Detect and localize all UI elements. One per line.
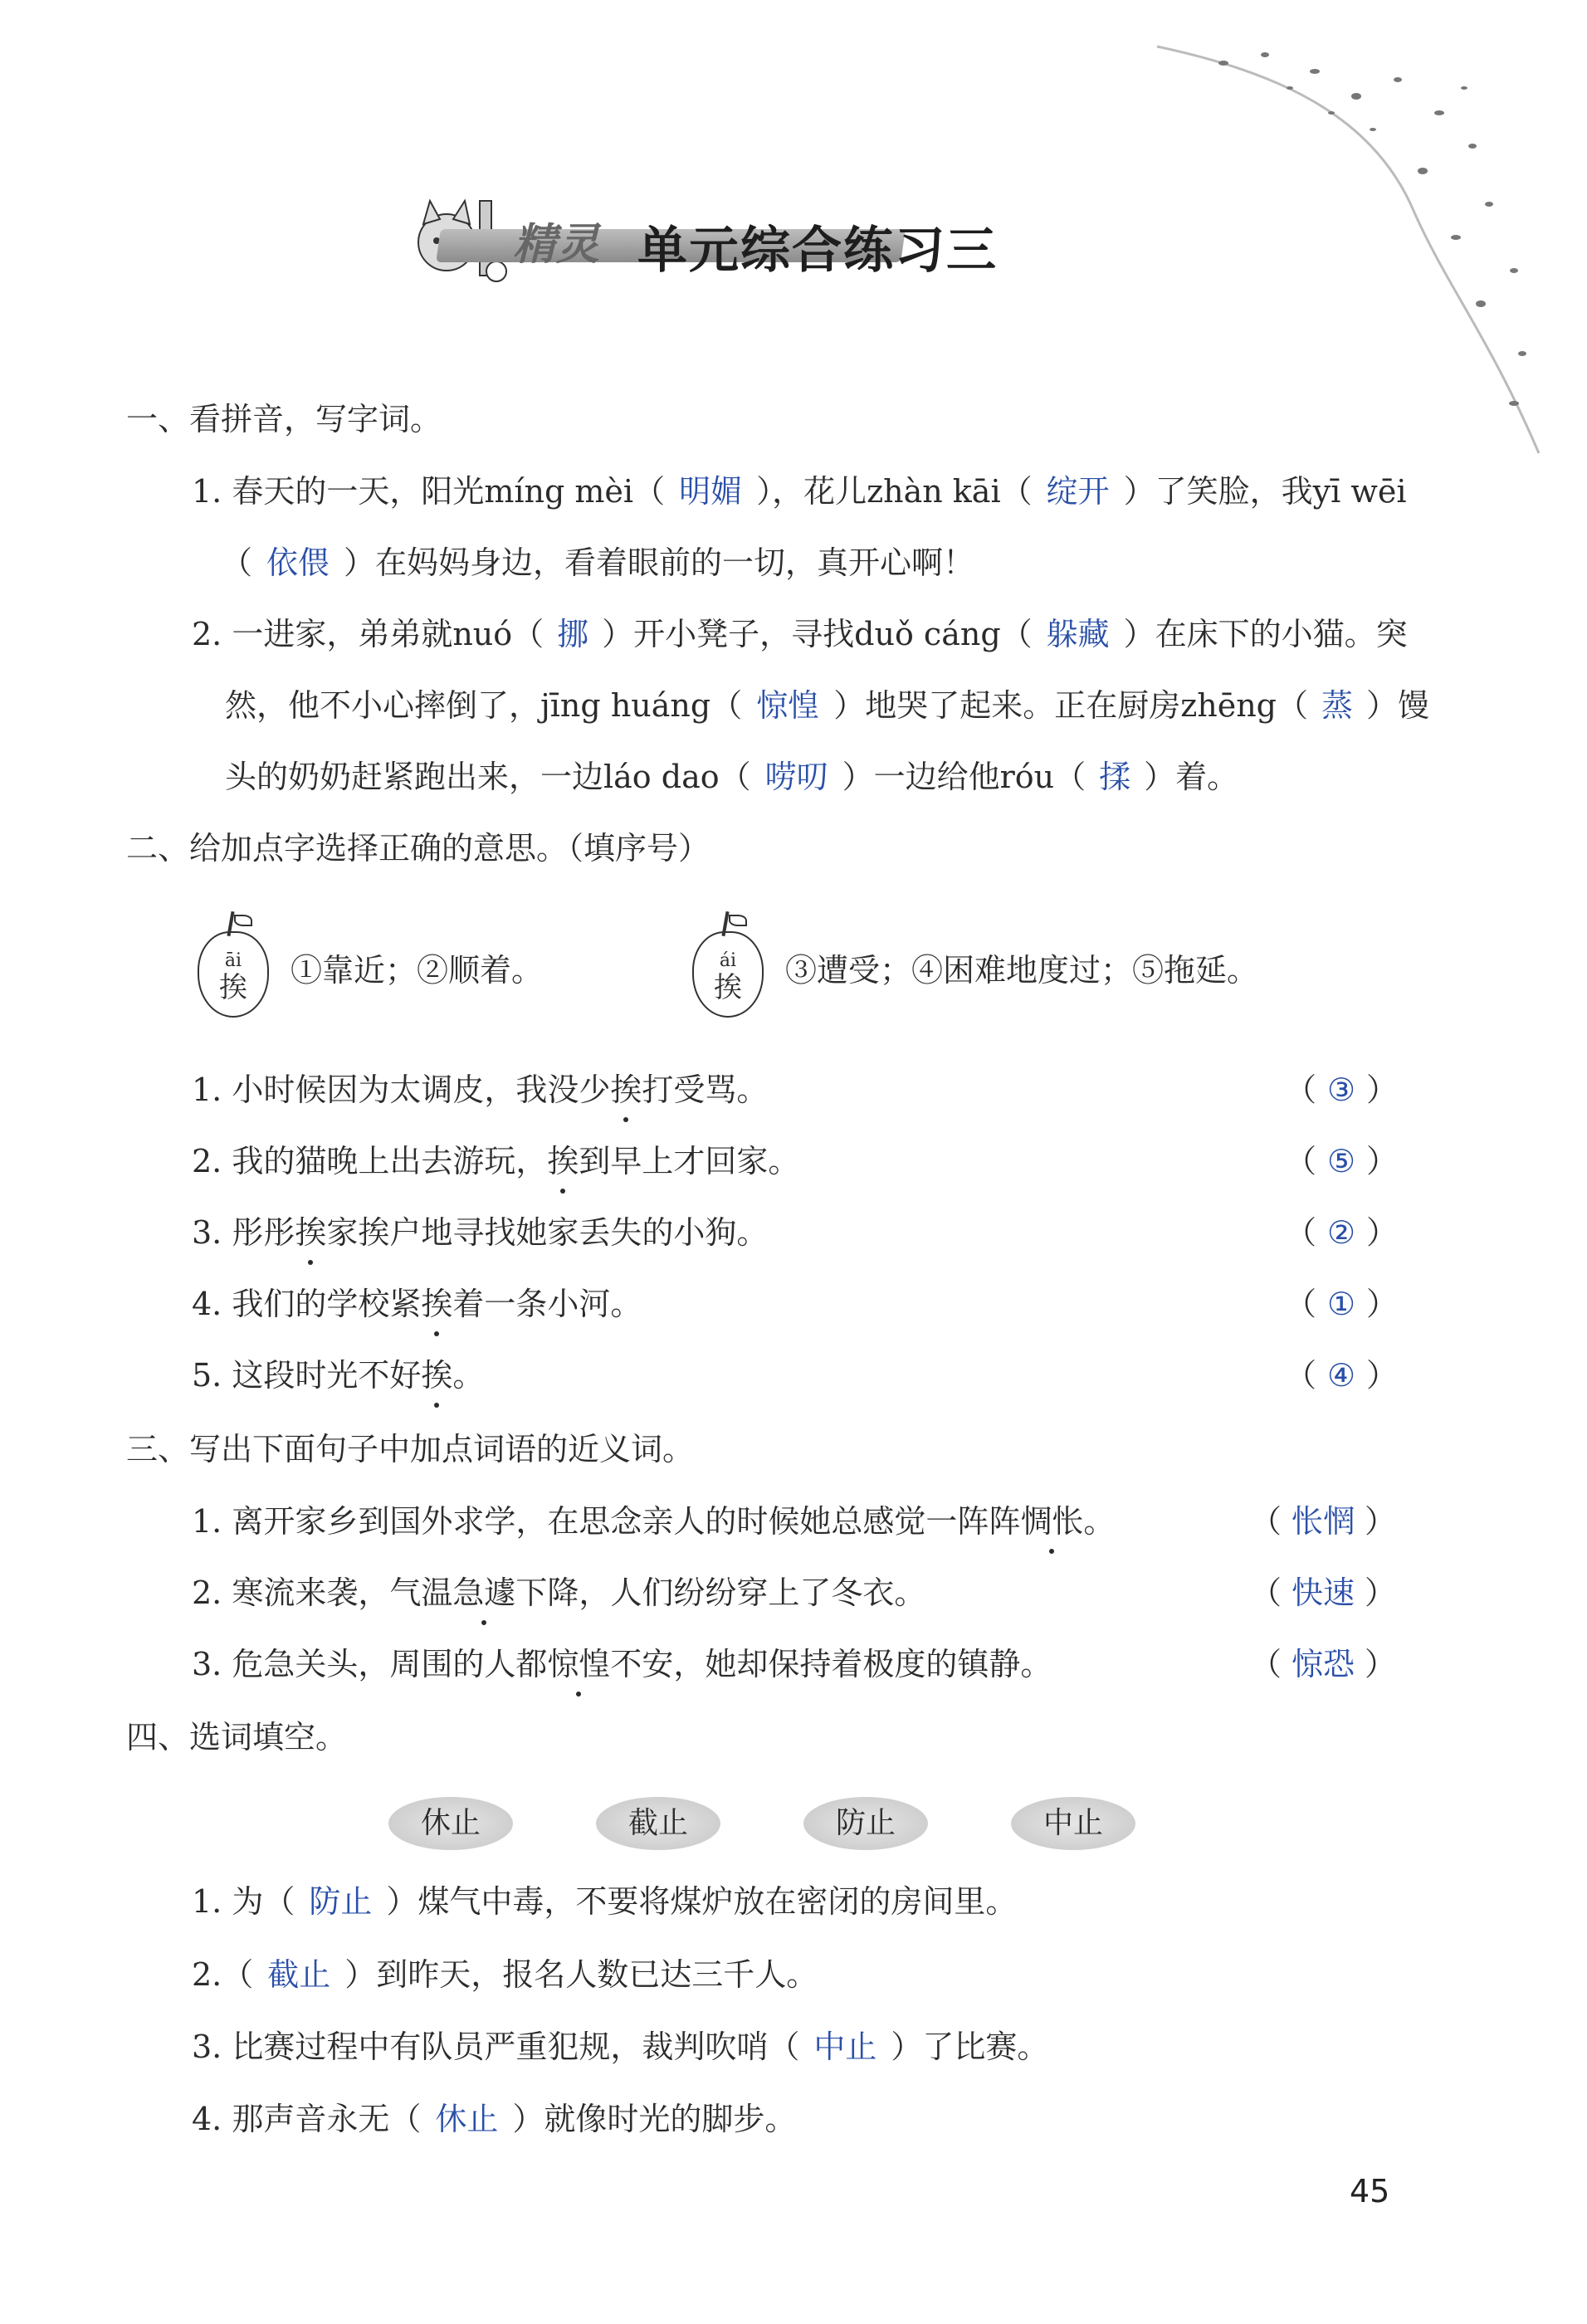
s1-q2-line1: 2. 一进家，弟弟就nuó（ 挪 ）开小凳子，寻找duǒ cáng（ 躲藏 ）在床下的小猫。突: [192, 613, 1408, 655]
answer: 防止: [309, 1883, 373, 1920]
answer-paren: （ 快速 ）: [1250, 1572, 1396, 1614]
dotted-char: 挨: [610, 1069, 642, 1111]
worksheet-page: [23, 22, 1555, 2296]
s4-item: 3. 比赛过程中有队员严重犯规，裁判吹哨（ 中止 ）了比赛。: [192, 2026, 1048, 2068]
s4-item: 4. 那声音永无（ 休止 ）就像时光的脚步。: [192, 2098, 796, 2140]
answer-paren: （ 怅惘 ）: [1250, 1501, 1396, 1542]
leaf-decoration: [1124, 22, 1555, 470]
answer: 揉: [1099, 759, 1131, 795]
dotted-char: 挨: [295, 1212, 326, 1253]
answer-paren: （ 惊恐 ）: [1250, 1643, 1396, 1685]
answer-paren: （ ⑤ ）: [1285, 1140, 1398, 1182]
answer-paren: （ ① ）: [1285, 1283, 1398, 1325]
answer: 惊恐: [1292, 1646, 1355, 1682]
answer: 蒸: [1321, 687, 1354, 724]
answer-paren: （ ② ）: [1285, 1212, 1398, 1253]
option-zhongzhi: 中止: [1011, 1797, 1135, 1850]
answer: 躲藏: [1046, 616, 1110, 652]
answer: 中止: [813, 2029, 877, 2065]
answer: 明媚: [679, 473, 743, 510]
dotted-word: 惆怅: [1020, 1501, 1083, 1542]
answer: ④: [1326, 1357, 1356, 1394]
s1-q1-line1: 1. 春天的一天，阳光míng mèi（ 明媚 ），花儿zhàn kāi（ 绽开 ）了笑脸，我yī wēi: [192, 471, 1407, 512]
answer: 休止: [435, 2101, 499, 2137]
s3-item: 1. 离开家乡到国外求学，在思念亲人的时候她总感觉一阵阵惆怅。: [192, 1501, 1115, 1542]
s2-item: 2. 我的猫晚上出去游玩，挨到早上才回家。: [192, 1140, 799, 1182]
answer-paren: （ ④ ）: [1285, 1355, 1398, 1396]
section2-heading: 二、给加点字选择正确的意思。（填序号）: [126, 830, 710, 867]
title-banner: [388, 193, 1036, 292]
s1-q2-line3: 头的奶奶赶紧跑出来，一边láo dao（ 唠叨 ）一边给他róu（ 揉 ）着。: [225, 756, 1238, 798]
answer-paren: （ ③ ）: [1285, 1069, 1398, 1111]
answer: 快速: [1292, 1575, 1355, 1611]
page-title: 单元综合练习三: [637, 222, 998, 280]
s3-item: 2. 寒流来袭，气温急遽下降，人们纷纷穿上了冬衣。: [192, 1572, 925, 1614]
option-fangzhi: 防止: [803, 1797, 928, 1850]
dotted-word: 急遽: [452, 1572, 515, 1614]
s2-item: 3. 彤彤挨家挨户地寻找她家丢失的小狗。: [192, 1212, 768, 1253]
s1-q2-line2: 然，他不小心摔倒了，jīng huáng（ 惊惶 ）地哭了起来。正在厨房zhēng（ 蒸 ）馒: [225, 685, 1429, 726]
apple-card-ai2: ái 挨: [692, 931, 764, 1018]
answer: 挪: [557, 616, 589, 652]
answer: 怅惘: [1292, 1503, 1355, 1540]
answer: 截止: [267, 1956, 331, 1993]
dotted-char: 挨: [547, 1140, 579, 1182]
s1-q1-line2: （ 依偎 ）在妈妈身边，看着眼前的一切，真开心啊！: [221, 542, 974, 583]
apple1-meaning: ①靠近；②顺着。: [291, 952, 544, 989]
answer: 惊惶: [756, 687, 820, 724]
answer: ⑤: [1326, 1143, 1356, 1179]
answer: 唠叨: [764, 759, 828, 795]
answer: 依偎: [266, 544, 330, 581]
logo-text: 精灵: [513, 220, 600, 270]
s4-item: 1. 为（ 防止 ）煤气中毒，不要将煤炉放在密闭的房间里。: [192, 1881, 1017, 1922]
dotted-char: 挨: [421, 1355, 452, 1396]
section4-heading: 四、选词填空。: [126, 1719, 348, 1755]
s2-item: 1. 小时候因为太调皮，我没少挨打受骂。: [192, 1069, 768, 1111]
dotted-word: 惊惶: [547, 1643, 610, 1685]
answer: 绽开: [1046, 473, 1110, 510]
page-number: 45: [1350, 2173, 1390, 2209]
s3-item: 3. 危急关头，周围的人都惊惶不安，她却保持着极度的镇静。: [192, 1643, 1052, 1685]
s2-item: 5. 这段时光不好挨。: [192, 1355, 484, 1396]
answer: ①: [1326, 1286, 1356, 1322]
answer: ②: [1326, 1214, 1356, 1251]
apple2-meaning: ③遭受；④困难地度过；⑤拖延。: [785, 952, 1259, 989]
section3-heading: 三、写出下面句子中加点词语的近义词。: [126, 1431, 695, 1467]
dotted-char: 挨: [421, 1283, 452, 1325]
s4-item: 2.（ 截止 ）到昨天，报名人数已达三千人。: [192, 1954, 818, 1995]
option-xiuzhi: 休止: [388, 1797, 513, 1850]
option-jiezhi: 截止: [596, 1797, 720, 1850]
section1-heading: 一、看拼音，写字词。: [126, 401, 442, 437]
answer: ③: [1326, 1072, 1356, 1108]
apple-card-ai1: āi 挨: [198, 931, 269, 1018]
s2-item: 4. 我们的学校紧挨着一条小河。: [192, 1283, 642, 1325]
